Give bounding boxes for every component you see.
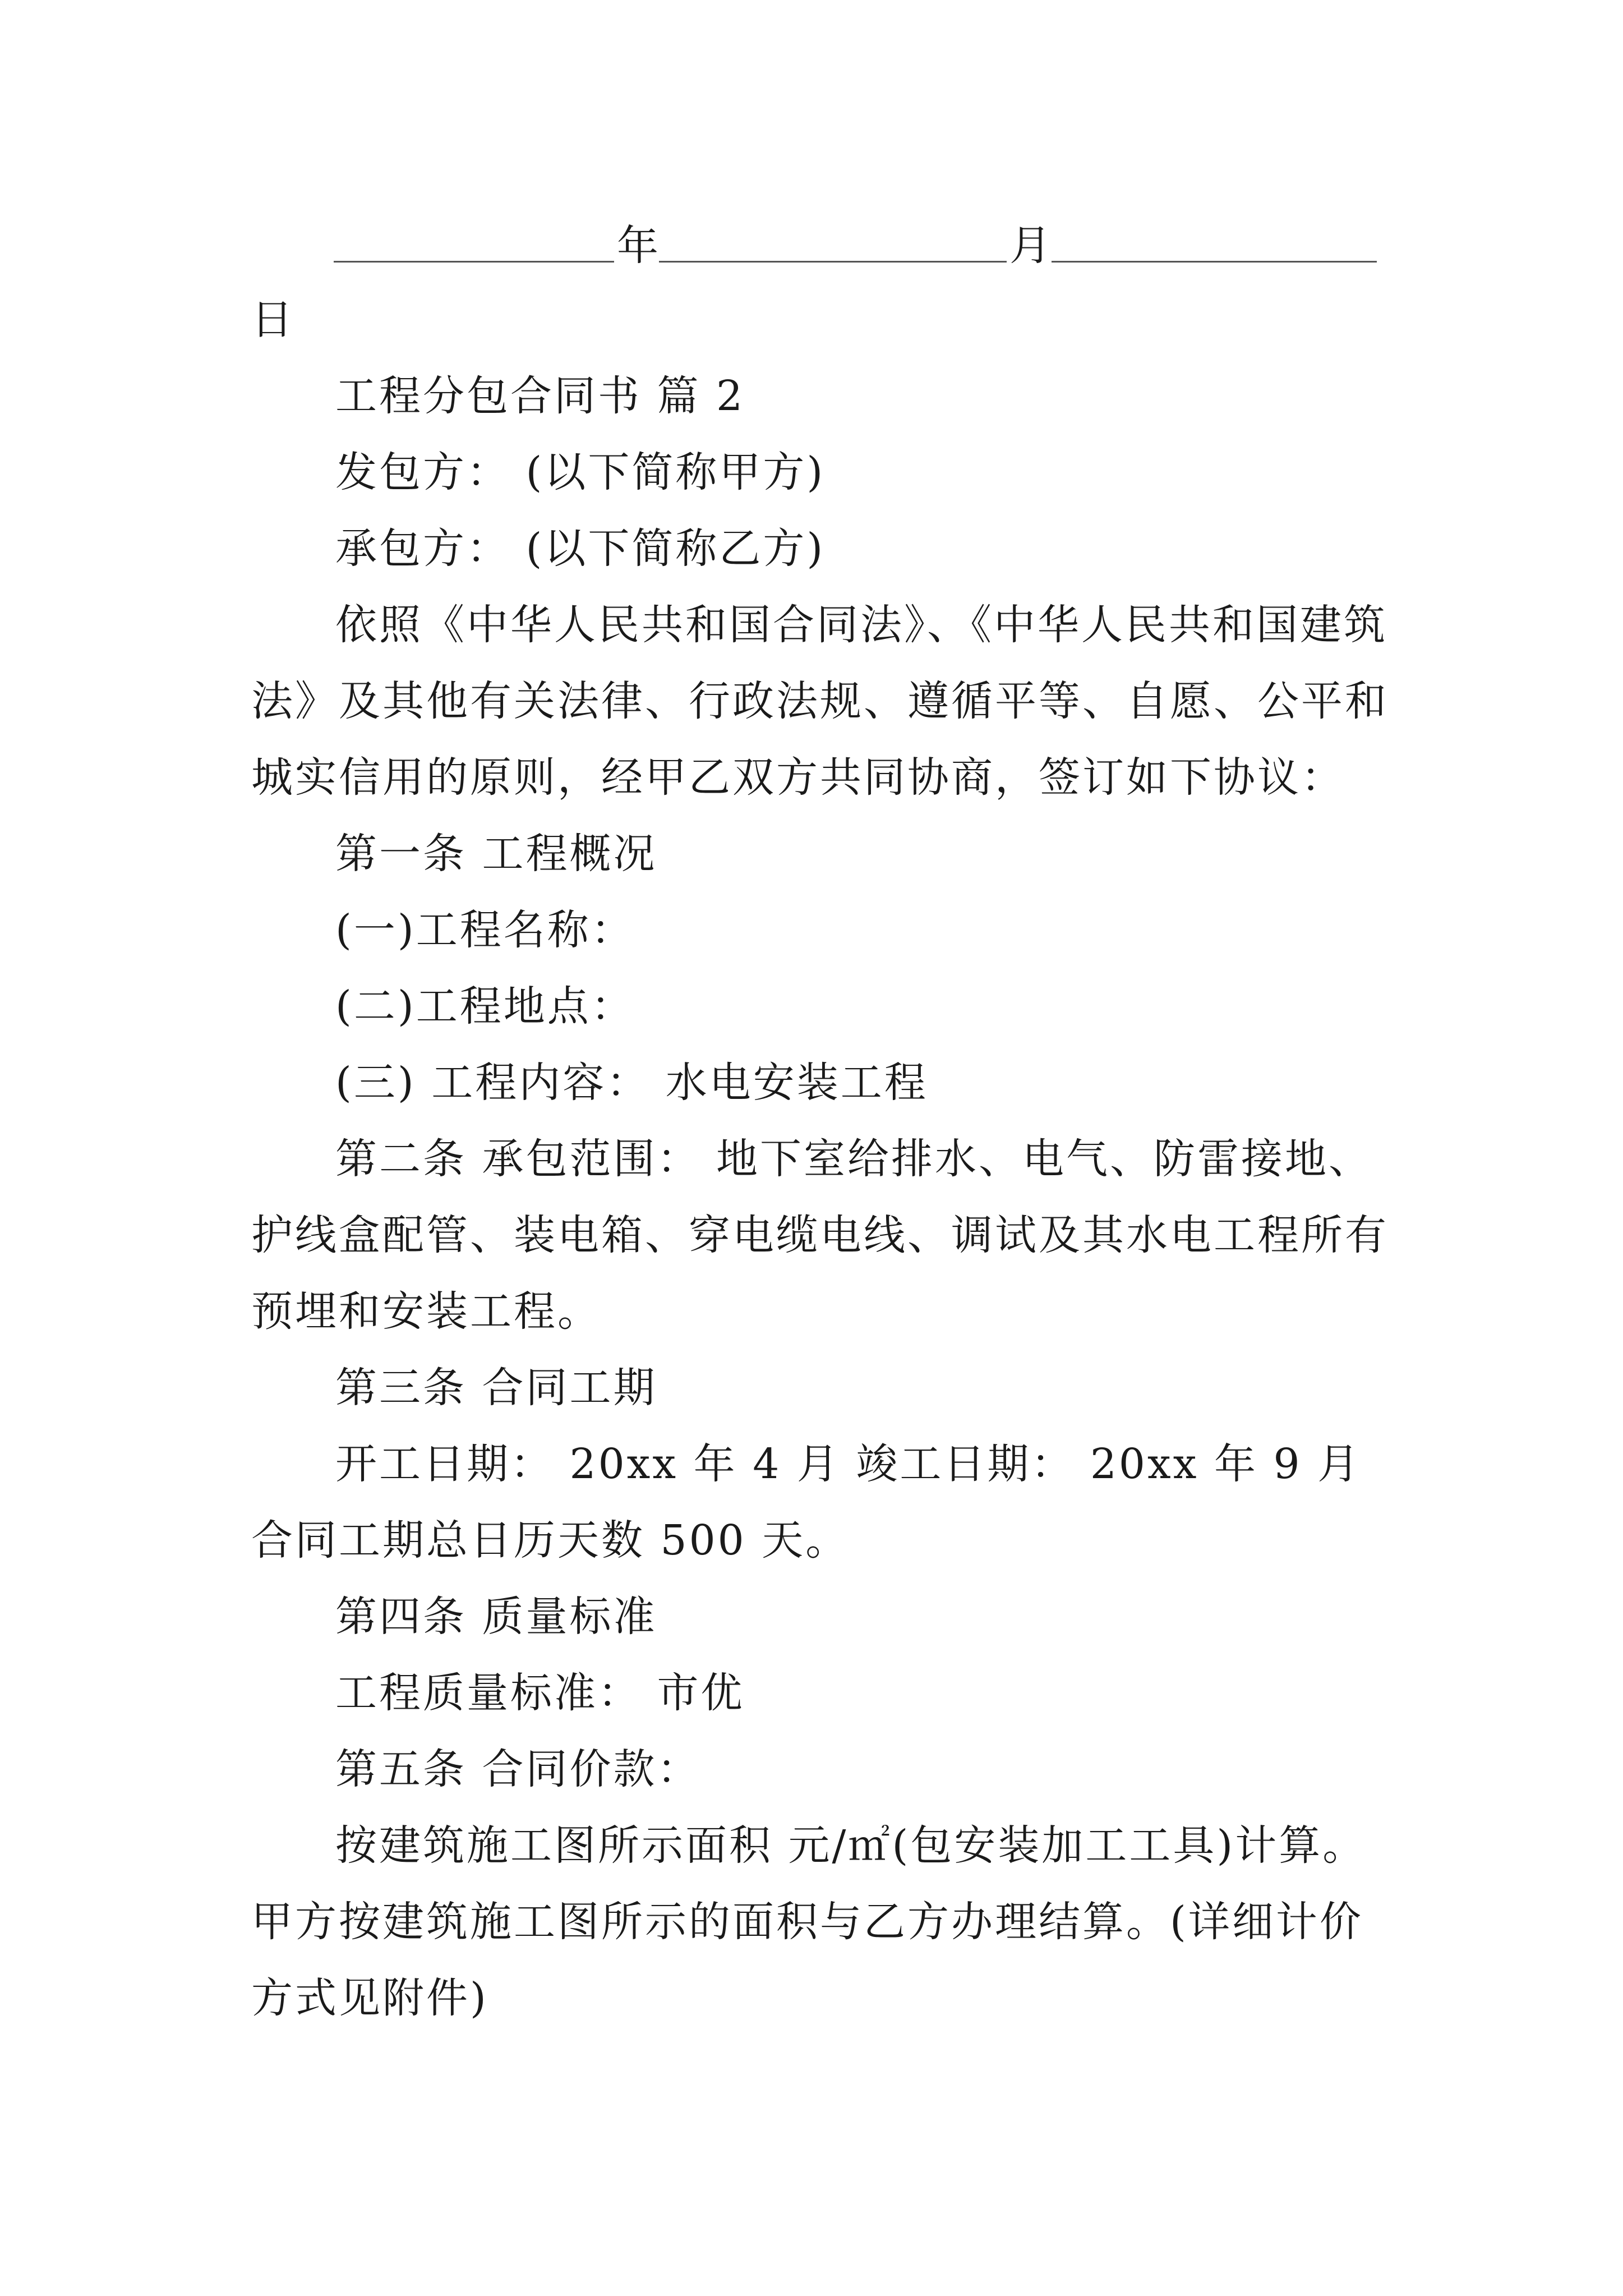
party-a-line: 发包方： (以下简称甲方) xyxy=(335,448,826,496)
preamble-line-3: 城实信用的原则，经甲乙双方共同协商，签订如下协议： xyxy=(251,753,1345,802)
article-2-line-3: 预埋和安装工程。 xyxy=(251,1287,601,1336)
section-heading: 工程分包合同书 篇 2 xyxy=(335,372,745,420)
day-blank xyxy=(1052,261,1377,263)
article-2-line-2: 护线盒配管、装电箱、穿电缆电线、调试及其水电工程所有 xyxy=(251,1211,1389,1259)
article-2-line-1: 第二条 承包范围： 地下室给排水、电气、防雷接地、 xyxy=(335,1135,1373,1183)
price-line-1: 按建筑施工图所示面积 元/㎡(包安装加工工具)计算。 xyxy=(335,1821,1367,1870)
quality-standard-line: 工程质量标准： 市优 xyxy=(335,1669,745,1717)
article-1-title: 第一条 工程概况 xyxy=(335,830,657,878)
day-label: 日 xyxy=(251,296,295,344)
month-blank xyxy=(659,261,1007,263)
project-name-line: (一)工程名称： xyxy=(335,906,635,954)
preamble-line-1: 依照《中华人民共和国合同法》、《中华人民共和国建筑 xyxy=(335,601,1387,649)
article-3-title: 第三条 合同工期 xyxy=(335,1364,657,1412)
project-location-line: (二)工程地点： xyxy=(335,982,635,1030)
price-line-3: 方式见附件) xyxy=(251,1974,488,2022)
preamble-line-2: 法》及其他有关法律、行政法规、遵循平等、自愿、公平和 xyxy=(251,677,1389,725)
year-blank xyxy=(334,261,614,263)
article-4-title: 第四条 质量标准 xyxy=(335,1593,657,1641)
project-content-line: (三) 工程内容： 水电安装工程 xyxy=(335,1059,928,1107)
schedule-dates-line: 开工日期： 20xx 年 4 月 竣工日期： 20xx 年 9 月 xyxy=(335,1440,1362,1488)
party-b-line: 承包方： (以下简称乙方) xyxy=(335,524,826,573)
schedule-total-line: 合同工期总日历天数 500 天。 xyxy=(251,1516,850,1565)
price-line-2: 甲方按建筑施工图所示的面积与乙方办理结算。(详细计价 xyxy=(251,1898,1363,1946)
month-label: 月 xyxy=(1009,222,1053,270)
year-label: 年 xyxy=(617,222,661,270)
article-5-title: 第五条 合同价款： xyxy=(335,1745,701,1793)
